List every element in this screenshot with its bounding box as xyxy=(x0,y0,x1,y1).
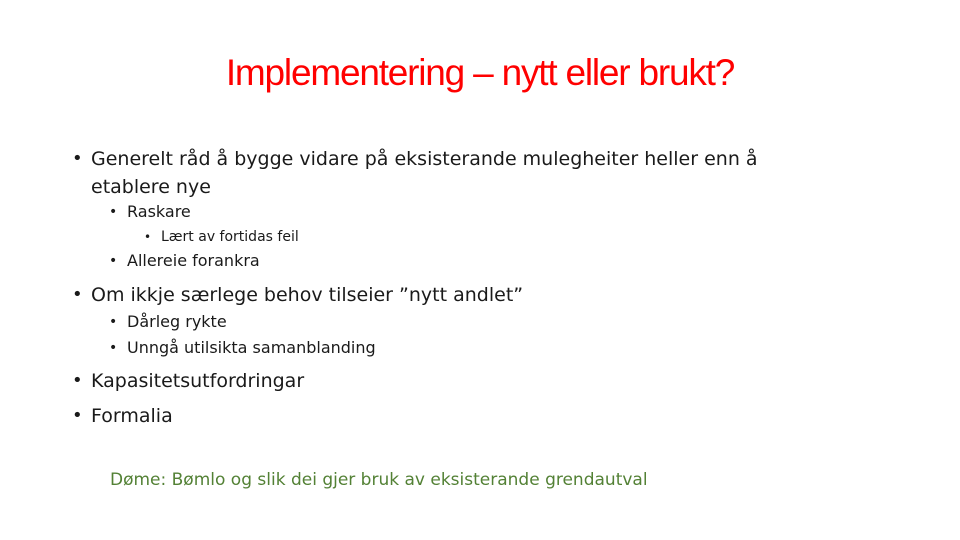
bullet-2-1-text: Dårleg rykte xyxy=(127,312,227,331)
bullet-dot: • xyxy=(72,284,83,305)
bullet-dot: • xyxy=(109,314,118,330)
bullet-dot: • xyxy=(144,230,152,244)
bullet-1 xyxy=(72,145,872,201)
bullet-4-text: Formalia xyxy=(91,405,173,427)
bullet-2-2-text: Unngå utilsikta samanblanding xyxy=(127,338,376,357)
bullet-1-text-line-2: etablere nye xyxy=(91,176,211,198)
bullet-1-1-text: Raskare xyxy=(127,202,191,221)
bullet-2-text: Om ikkje særlege behov tilseier ”nytt andlet” xyxy=(91,284,524,306)
bullet-dot: • xyxy=(72,148,83,169)
bullet-dot: • xyxy=(109,204,118,220)
example-text: Døme: Bømlo og slik dei gjer bruk av eksisterande grendautval xyxy=(110,470,648,490)
bullet-1-2-text: Allereie forankra xyxy=(127,251,260,270)
bullet-1-text-line-1: Generelt råd å bygge vidare på eksisterande mulegheiter heller enn å xyxy=(91,148,758,170)
bullet-1-1-1-text: Lært av fortidas feil xyxy=(161,229,299,245)
slide-title: Implementering – nytt eller brukt? xyxy=(225,52,735,93)
bullet-dot: • xyxy=(72,405,83,426)
bullet-dot: • xyxy=(109,253,118,269)
bullet-3-text: Kapasitetsutfordringar xyxy=(91,370,305,392)
bullet-dot: • xyxy=(72,370,83,391)
bullet-dot: • xyxy=(109,340,118,356)
